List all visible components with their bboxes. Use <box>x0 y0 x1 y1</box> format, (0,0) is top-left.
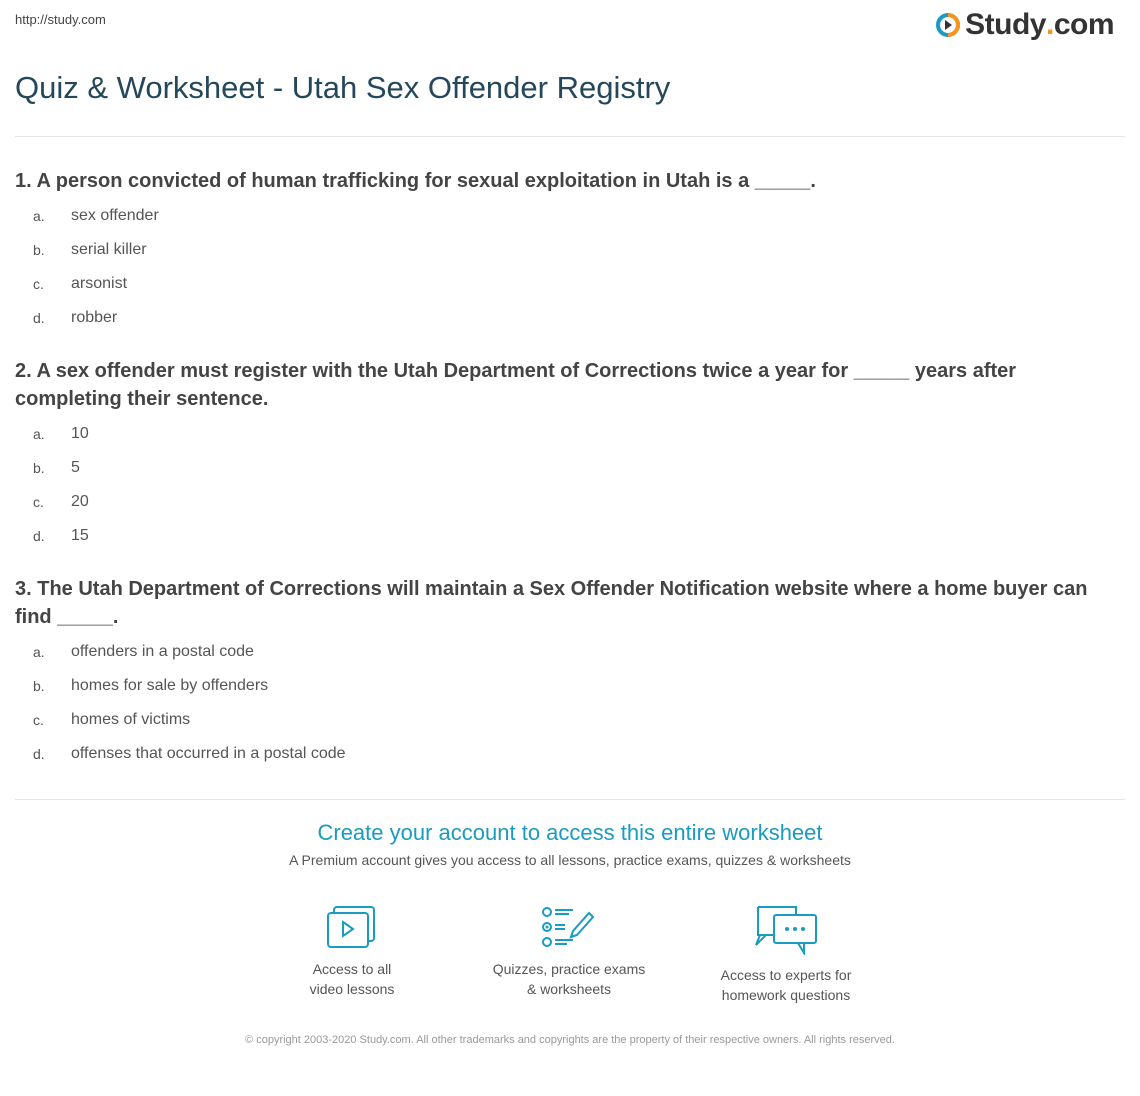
option-letter: b. <box>33 460 45 476</box>
copyright-notice: © copyright 2003-2020 Study.com. All other trademarks and copyrights are the property of their respective owners. All rights reserved. <box>245 1034 895 1046</box>
option-letter: c. <box>33 494 44 510</box>
option-letter: d. <box>33 528 45 544</box>
option-text: homes of victims <box>71 711 191 728</box>
cta-subtitle: A Premium account gives you access to all lessons, practice exams, quizzes & worksheets <box>289 852 851 868</box>
question-text: 3. The Utah Department of Corrections will maintain a Sex Offender Notification website where a home buyer can find _____. <box>15 578 1088 628</box>
chat-bubbles-icon <box>754 905 818 955</box>
divider <box>15 136 1125 137</box>
video-lessons-icon <box>326 905 378 949</box>
quiz-checklist-icon <box>541 905 597 949</box>
feature-label: & worksheets <box>526 981 612 997</box>
answer-option <box>15 703 1115 737</box>
option-text: 10 <box>71 425 89 442</box>
answer-option <box>15 635 1115 669</box>
option-text: homes for sale by offenders <box>71 677 269 694</box>
feature-video-lessons <box>252 905 452 999</box>
feature-label: video lessons <box>309 981 395 997</box>
option-text: sex offender <box>71 207 159 224</box>
option-text: 20 <box>71 493 89 510</box>
feature-label: Access to experts for <box>720 967 852 983</box>
question-text: 1. A person convicted of human trafficking for sexual exploitation in Utah is a _____. <box>15 170 816 192</box>
option-letter: b. <box>33 242 45 258</box>
question <box>15 167 1115 335</box>
answer-option <box>15 669 1115 703</box>
option-letter: b. <box>33 678 45 694</box>
divider <box>15 799 1125 800</box>
option-text: robber <box>71 309 118 326</box>
option-letter: a. <box>33 426 45 442</box>
logo-suffix: com <box>1053 8 1114 41</box>
answer-option <box>15 301 1115 335</box>
option-letter: a. <box>33 208 45 224</box>
answer-option <box>15 485 1115 519</box>
option-text: 15 <box>71 527 89 544</box>
feature-quizzes <box>469 905 669 999</box>
cta-heading-link[interactable]: Create your account to access this entire worksheet <box>317 820 823 845</box>
option-letter: a. <box>33 644 45 660</box>
question-list <box>15 167 1115 793</box>
answer-option <box>15 267 1115 301</box>
answer-option <box>15 199 1115 233</box>
feature-label: homework questions <box>721 987 851 1003</box>
option-letter: d. <box>33 310 45 326</box>
answer-option <box>15 233 1115 267</box>
feature-label: Quizzes, practice exams <box>492 961 646 977</box>
option-text: offenders in a postal code <box>71 643 254 660</box>
logo-text: Study <box>965 8 1046 41</box>
page-title: Quiz & Worksheet - Utah Sex Offender Registry <box>15 70 671 105</box>
play-circle-logo-icon <box>935 12 961 38</box>
option-text: arsonist <box>71 275 128 292</box>
answer-option <box>15 519 1115 553</box>
logo-dot: . <box>1045 8 1054 41</box>
option-text: serial killer <box>71 241 147 258</box>
page-url: http://study.com <box>15 12 106 27</box>
answer-option <box>15 451 1115 485</box>
answer-option <box>15 737 1115 771</box>
question <box>15 357 1115 553</box>
option-letter: c. <box>33 712 44 728</box>
question <box>15 575 1115 771</box>
feature-experts <box>686 905 886 1005</box>
option-text: offenses that occurred in a postal code <box>71 745 346 762</box>
feature-label: Access to all <box>312 961 392 977</box>
answer-option <box>15 417 1115 451</box>
signup-cta <box>0 820 1140 868</box>
option-letter: d. <box>33 746 45 762</box>
question-text: 2. A sex offender must register with the Utah Department of Corrections twice a year for _____ years after completing their sentence. <box>15 360 1017 410</box>
option-letter: c. <box>33 276 44 292</box>
option-text: 5 <box>71 459 80 476</box>
study-logo[interactable] <box>935 8 1114 42</box>
